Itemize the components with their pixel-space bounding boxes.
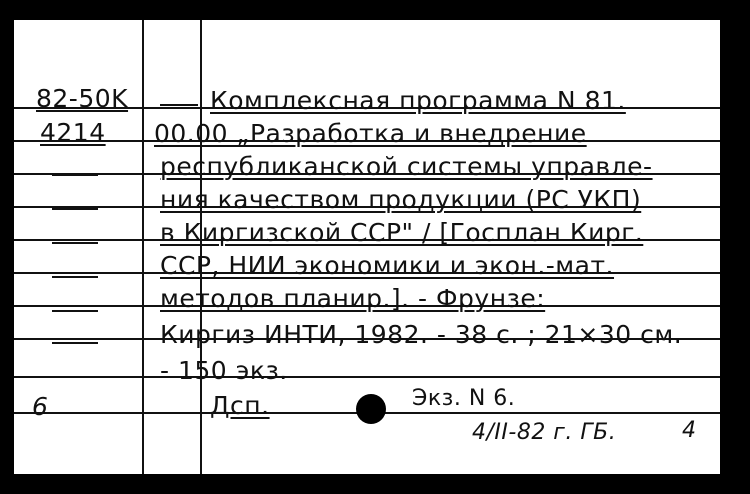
date-note: 4/II-82 г. ГБ. — [472, 420, 617, 445]
shelf-dash — [52, 342, 98, 344]
shelf-dash — [52, 242, 98, 244]
call-number-sub: 4214 — [40, 118, 106, 147]
title-line: методов планир.]. - Фрунзе: — [160, 284, 546, 313]
title-line: в Киргизской ССР" / [Госплан Кирг. — [160, 218, 644, 247]
title-line: 00.00 „Разработка и внедрение — [154, 119, 587, 148]
corner-mark: 4 — [682, 418, 697, 443]
catalog-card — [14, 20, 720, 474]
shelf-dash — [52, 376, 98, 378]
margin-line-left — [142, 20, 144, 474]
margin-dash — [160, 104, 198, 106]
call-number: 82-50K — [36, 84, 129, 113]
restriction-mark: Дсп. — [210, 391, 270, 420]
shelf-dash — [52, 276, 98, 278]
imprint-line: Киргиз ИНТИ, 1982. - 38 с. ; 21×30 см. — [160, 320, 683, 349]
title-line: республиканской системы управле- — [160, 152, 653, 181]
punch-hole — [356, 394, 386, 424]
margin-line-right — [200, 20, 202, 474]
shelf-dash — [52, 310, 98, 312]
title-line: Комплексная программа N 81. — [210, 86, 626, 115]
shelf-dash — [52, 174, 98, 176]
ruled-line — [14, 376, 720, 378]
copies-line: - 150 экз. — [160, 356, 288, 385]
shelf-dash — [52, 208, 98, 210]
copy-number: Экз. N 6. — [412, 386, 516, 411]
title-line: ССР, НИИ экономики и экон.-мат. — [160, 251, 615, 280]
shelf-mark: 6 — [32, 392, 49, 421]
title-line: ния качеством продукции (РС УКП) — [160, 185, 642, 214]
